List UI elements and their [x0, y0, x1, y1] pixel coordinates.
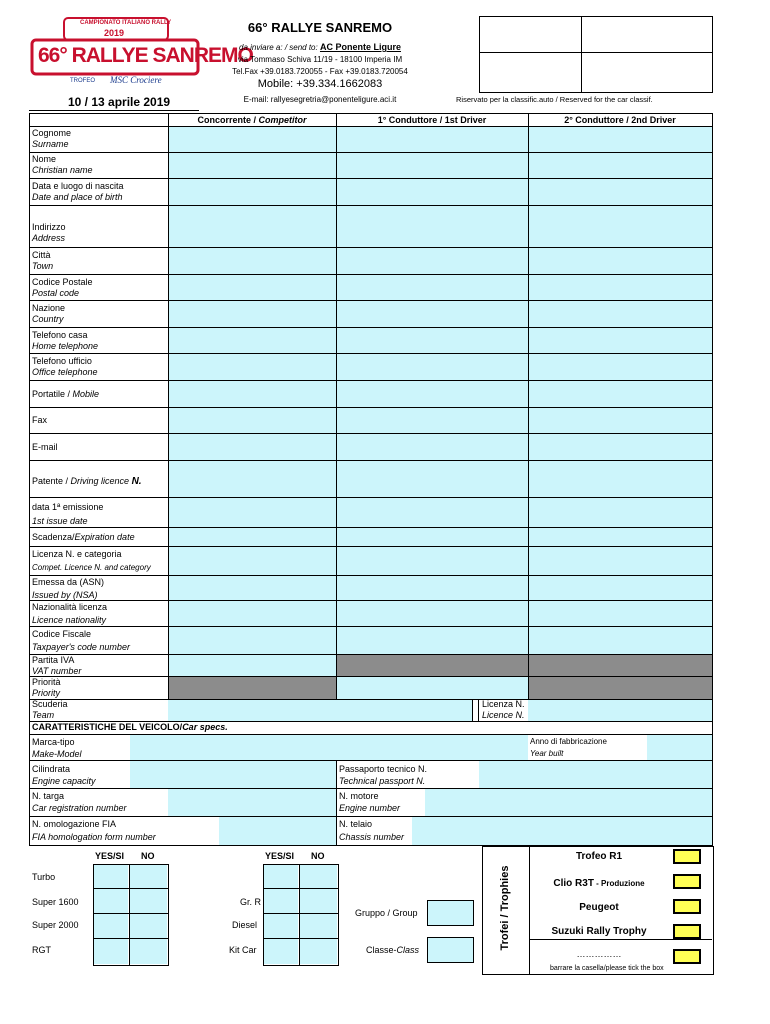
row-label-address: Indirizzo Address: [32, 222, 66, 243]
logo-trofeo: TROFEO: [70, 78, 95, 84]
row-label-surname: Cognome Surname: [32, 128, 72, 149]
no-header-left: NO: [141, 851, 155, 861]
trophy-peugeot-checkbox[interactable]: [673, 899, 701, 914]
row-label-country: Nazione Country: [32, 303, 66, 324]
registration-field[interactable]: [168, 789, 336, 816]
option-rgt: RGT: [32, 945, 51, 955]
engine-capacity-label: Cilindrata Engine capacity: [32, 764, 96, 786]
option-super1600: Super 1600: [32, 897, 79, 907]
trophy-r1-checkbox[interactable]: [673, 849, 701, 864]
make-model-field[interactable]: [130, 735, 528, 760]
option-diesel: Diesel: [232, 920, 258, 930]
yes-header-mid: YES/SI: [265, 851, 295, 861]
reserved-box[interactable]: [479, 16, 713, 93]
rally-logo: [30, 16, 253, 94]
row-label-birth: Data e luogo di nascita Date and place of birth: [32, 181, 124, 202]
row-label-nationality: Nazionalità licenza Licence nationality: [32, 602, 108, 625]
row-label-issued-by: Emessa da (ASN) Issued by (NSA): [32, 577, 105, 600]
telfax-line: Tel.Fax +39.0183.720055 - Fax +39.0183.720054: [232, 67, 408, 76]
mobile-line: Mobile: +39.334.1662083: [257, 78, 383, 90]
group-label: Gruppo / Group: [355, 908, 418, 918]
row-label-email: E-mail: [32, 442, 58, 452]
trophy-other-checkbox[interactable]: [673, 949, 701, 964]
row-label-postal: Codice Postale Postal code: [32, 277, 93, 298]
team-licence-label: Licenza N. Licence N.: [482, 699, 525, 720]
send-to-label: da inviare a: / send to:: [239, 43, 318, 52]
team-field[interactable]: [168, 699, 472, 721]
row-label-issue-date: data 1ª emissione 1st issue date: [32, 502, 104, 526]
logo-top-text: CAMPIONATO ITALIANO RALLY: [80, 20, 172, 26]
make-model-label: Marca-tipo Make-Model: [32, 737, 82, 759]
row-label-name: Nome Christian name: [32, 154, 93, 175]
engine-capacity-field[interactable]: [130, 761, 336, 788]
row-label-priority: Priorità Priority: [32, 677, 61, 698]
option-super2000: Super 2000: [32, 920, 79, 930]
vehicle-section-title: CARATTERISTICHE DEL VEICOLO/Car specs.: [32, 722, 228, 732]
row-label-expiration: Scadenza/Expiration date: [32, 532, 135, 542]
address-line: via Tommaso Schiva 11/19 - 18100 Imperia IM: [237, 55, 403, 64]
homologation-field[interactable]: [219, 817, 336, 845]
trophy-r1: Trofeo R1: [575, 851, 623, 862]
col-competitor: Concorrente /: [197, 115, 259, 125]
tick-note: barrare la casella/please tick the box: [550, 965, 664, 972]
reserved-note: Riservato per la classific.auto / Reserved for the car classif.: [456, 95, 653, 104]
engine-number-label: N. motore Engine number: [339, 791, 401, 813]
row-label-team: Scuderia Team: [32, 699, 68, 720]
trophy-clio-checkbox[interactable]: [673, 874, 701, 889]
logo-main-text: 66° RALLYE SANREMO: [38, 44, 253, 67]
tech-passport-field[interactable]: [479, 761, 712, 788]
event-date: 10 / 13 aprile 2019: [68, 95, 171, 109]
engine-number-field[interactable]: [425, 789, 712, 816]
class-label: Classe-Class: [366, 945, 420, 955]
homologation-label: N. omologazione FIA FIA homologation form number: [32, 819, 156, 842]
option-grr: Gr. R: [240, 897, 262, 907]
row-label-vat: Partita IVA VAT number: [32, 655, 82, 676]
row-label-tax-code: Codice Fiscale Taxpayer's code number: [32, 629, 130, 652]
trophies-title: Trofei / Trophies: [499, 865, 511, 951]
trophy-suzuki-checkbox[interactable]: [673, 924, 701, 939]
trophy-peugeot: Peugeot: [579, 902, 619, 913]
row-label-home-phone: Telefono casa Home telephone: [32, 330, 99, 351]
event-title: 66° RALLYE SANREMO: [247, 20, 393, 35]
row-label-mobile: Portatile / Mobile: [32, 389, 100, 399]
col-competitor-en: Competitor: [258, 115, 307, 125]
no-header-mid: NO: [311, 851, 325, 861]
trophy-other: ……………: [576, 949, 622, 959]
year-built-label: Anno di fabbricazione Year built: [530, 737, 607, 758]
logo-sponsor: MSC Crociere: [110, 75, 162, 85]
col-driver1: 1° Conduttore / 1st Driver: [377, 115, 487, 125]
chassis-label: N. telaio Chassis number: [339, 819, 405, 842]
team-licence-field[interactable]: [528, 699, 712, 721]
trophy-clio: Clio R3T - Produzione: [553, 878, 645, 889]
row-label-licence: Patente / Driving licence N.: [32, 476, 142, 487]
year-built-field[interactable]: [647, 735, 712, 760]
trophy-suzuki: Suzuki Rally Trophy: [551, 926, 647, 937]
row-label-fax: Fax: [32, 415, 48, 425]
col-driver2: 2° Conduttore / 2nd Driver: [564, 115, 676, 125]
tech-passport-label: Passaporto tecnico N. Technical passport N.: [339, 764, 428, 786]
row-label-town: Città Town: [32, 250, 54, 271]
logo-year: 2019: [104, 28, 125, 38]
row-label-office-phone: Telefono ufficio Office telephone: [32, 356, 98, 377]
chassis-field[interactable]: [412, 817, 712, 845]
row-label-comp-licence: Licenza N. e categoria Compet. Licence N. and category: [32, 549, 151, 572]
yes-header-left: YES/SI: [95, 851, 125, 861]
option-turbo: Turbo: [32, 872, 56, 882]
email-line: E-mail: rallyesegretria@ponenteligure.aci.it: [243, 95, 397, 104]
send-to-name: AC Ponente Ligure: [319, 42, 401, 52]
registration-label: N. targa Car registration number: [32, 791, 127, 813]
option-kitcar: Kit Car: [229, 945, 257, 955]
